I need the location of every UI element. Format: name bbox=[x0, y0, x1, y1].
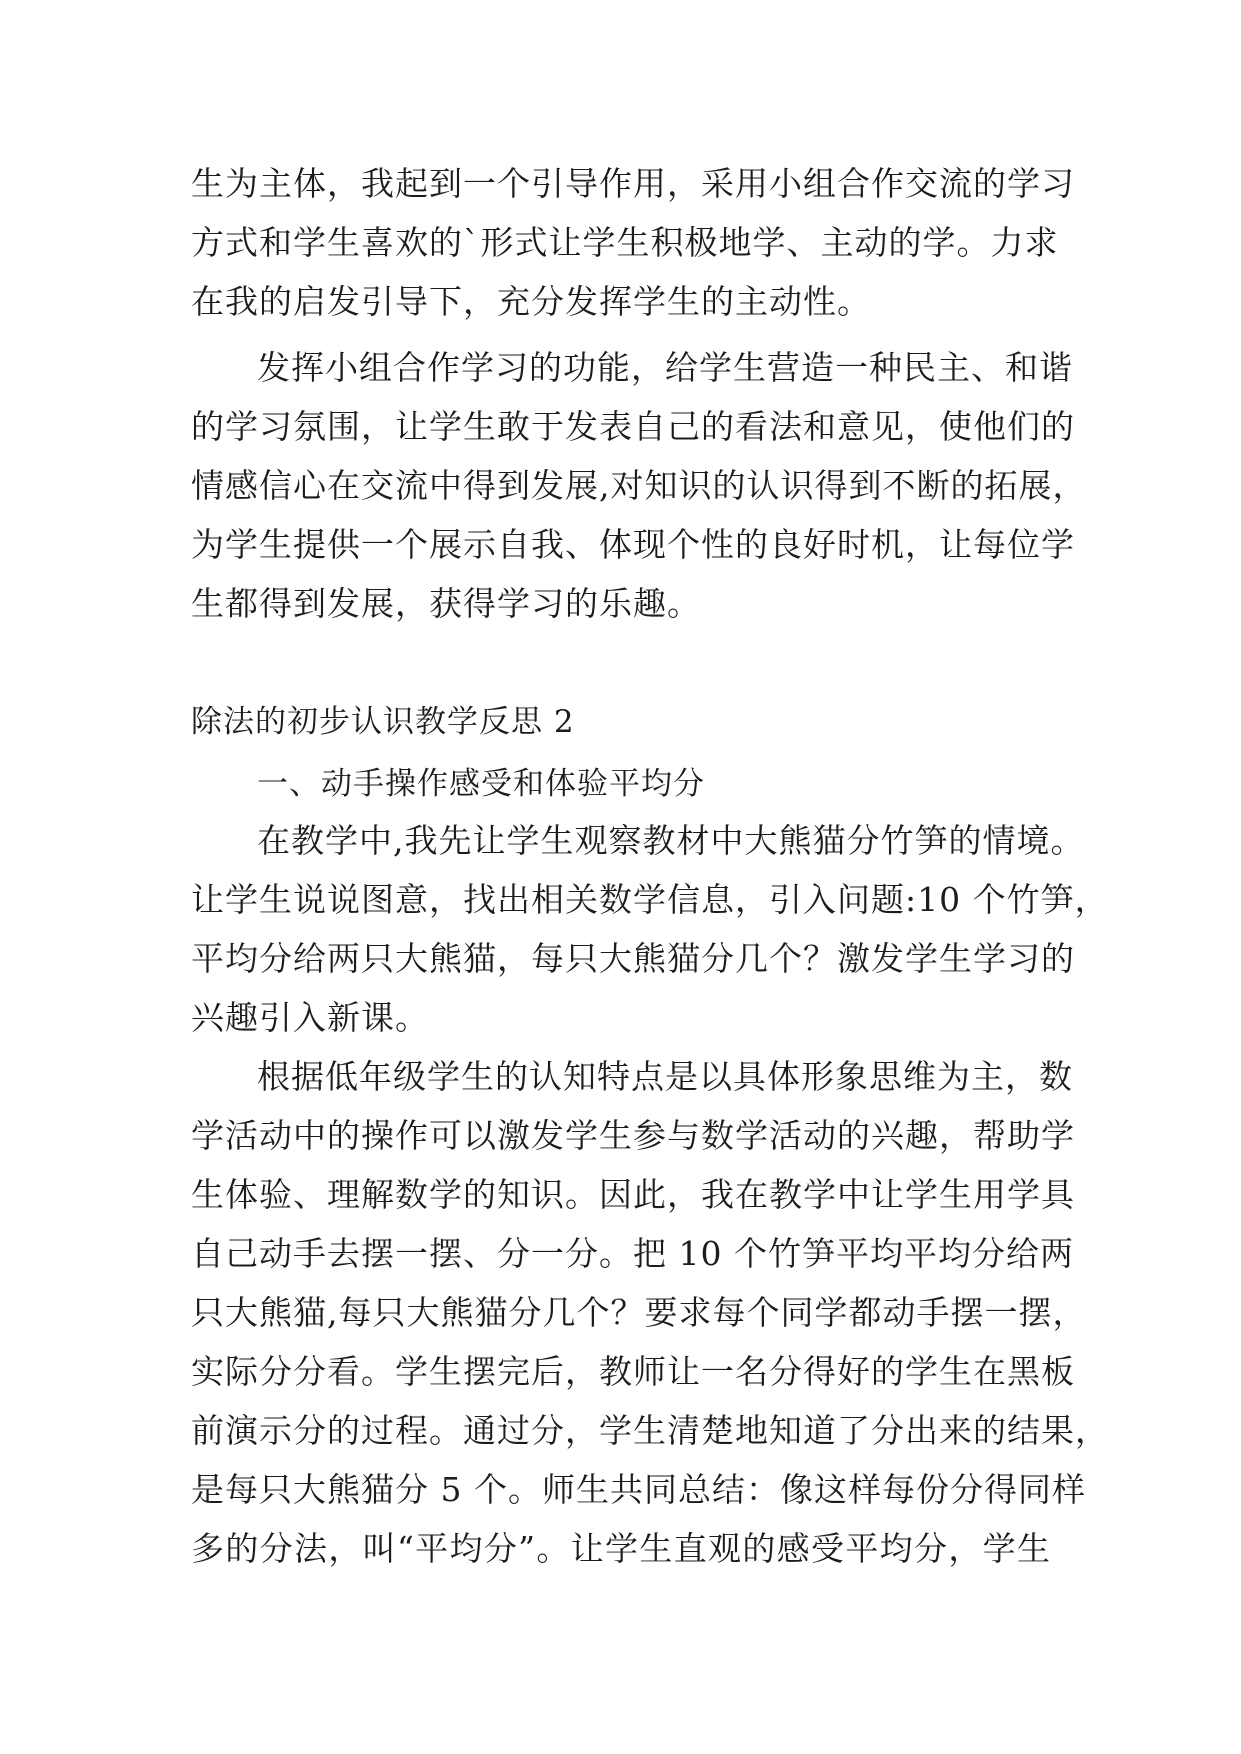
paragraph-4-line-9: 多的分法，叫“平均分”。让学生直观的感受平均分，学生 bbox=[191, 1529, 1051, 1568]
paragraph-3-line-4: 兴趣引入新课。 bbox=[191, 998, 429, 1037]
paragraph-2-line-1: 发挥小组合作学习的功能，给学生营造一种民主、和谐 bbox=[257, 348, 1073, 387]
paragraph-3-line-1: 在教学中,我先让学生观察教材中大熊猫分竹笋的情境。 bbox=[257, 821, 1085, 860]
paragraph-2-line-4: 为学生提供一个展示自我、体现个性的良好时机，让每位学 bbox=[191, 525, 1075, 564]
paragraph-1-line-2: 方式和学生喜欢的`形式让学生积极地学、主动的学。力求 bbox=[191, 223, 1059, 262]
paragraph-4-line-4: 自己动手去摆一摆、分一分。把 10 个竹笋平均平均分给两 bbox=[191, 1234, 1074, 1273]
paragraph-4-line-8: 是每只大熊猫分 5 个。师生共同总结：像这样每份分得同样 bbox=[191, 1470, 1086, 1509]
paragraph-1-line-1: 生为主体，我起到一个引导作用，采用小组合作交流的学习 bbox=[191, 164, 1075, 203]
paragraph-1-line-3: 在我的启发引导下，充分发挥学生的主动性。 bbox=[191, 282, 871, 321]
paragraph-4-line-2: 学活动中的操作可以激发学生参与数学活动的兴趣，帮助学 bbox=[191, 1116, 1075, 1155]
paragraph-4-line-6: 实际分分看。学生摆完后，教师让一名分得好的学生在黑板 bbox=[191, 1352, 1075, 1391]
paragraph-3-line-2: 让学生说说图意，找出相关数学信息，引入问题:10 个竹笋， bbox=[191, 880, 1109, 919]
paragraph-4-line-1: 根据低年级学生的认知特点是以具体形象思维为主，数 bbox=[257, 1057, 1073, 1096]
paragraph-2-line-3: 情感信心在交流中得到发展,对知识的认识得到不断的拓展， bbox=[191, 466, 1087, 505]
paragraph-4-line-7: 前演示分的过程。通过分，学生清楚地知道了分出来的结果， bbox=[191, 1411, 1109, 1450]
paragraph-4-line-3: 生体验、理解数学的知识。因此，我在教学中让学生用学具 bbox=[191, 1175, 1075, 1214]
paragraph-2-line-2: 的学习氛围，让学生敢于发表自己的看法和意见，使他们的 bbox=[191, 407, 1075, 446]
paragraph-4-line-5: 只大熊猫,每只大熊猫分几个？要求每个同学都动手摆一摆， bbox=[191, 1293, 1087, 1332]
paragraph-3-line-3: 平均分给两只大熊猫，每只大熊猫分几个？激发学生学习的 bbox=[191, 939, 1075, 978]
section-title: 除法的初步认识教学反思 2 bbox=[191, 704, 575, 740]
paragraph-2-line-5: 生都得到发展，获得学习的乐趣。 bbox=[191, 584, 701, 623]
subheading: 一、动手操作感受和体验平均分 bbox=[257, 766, 705, 802]
